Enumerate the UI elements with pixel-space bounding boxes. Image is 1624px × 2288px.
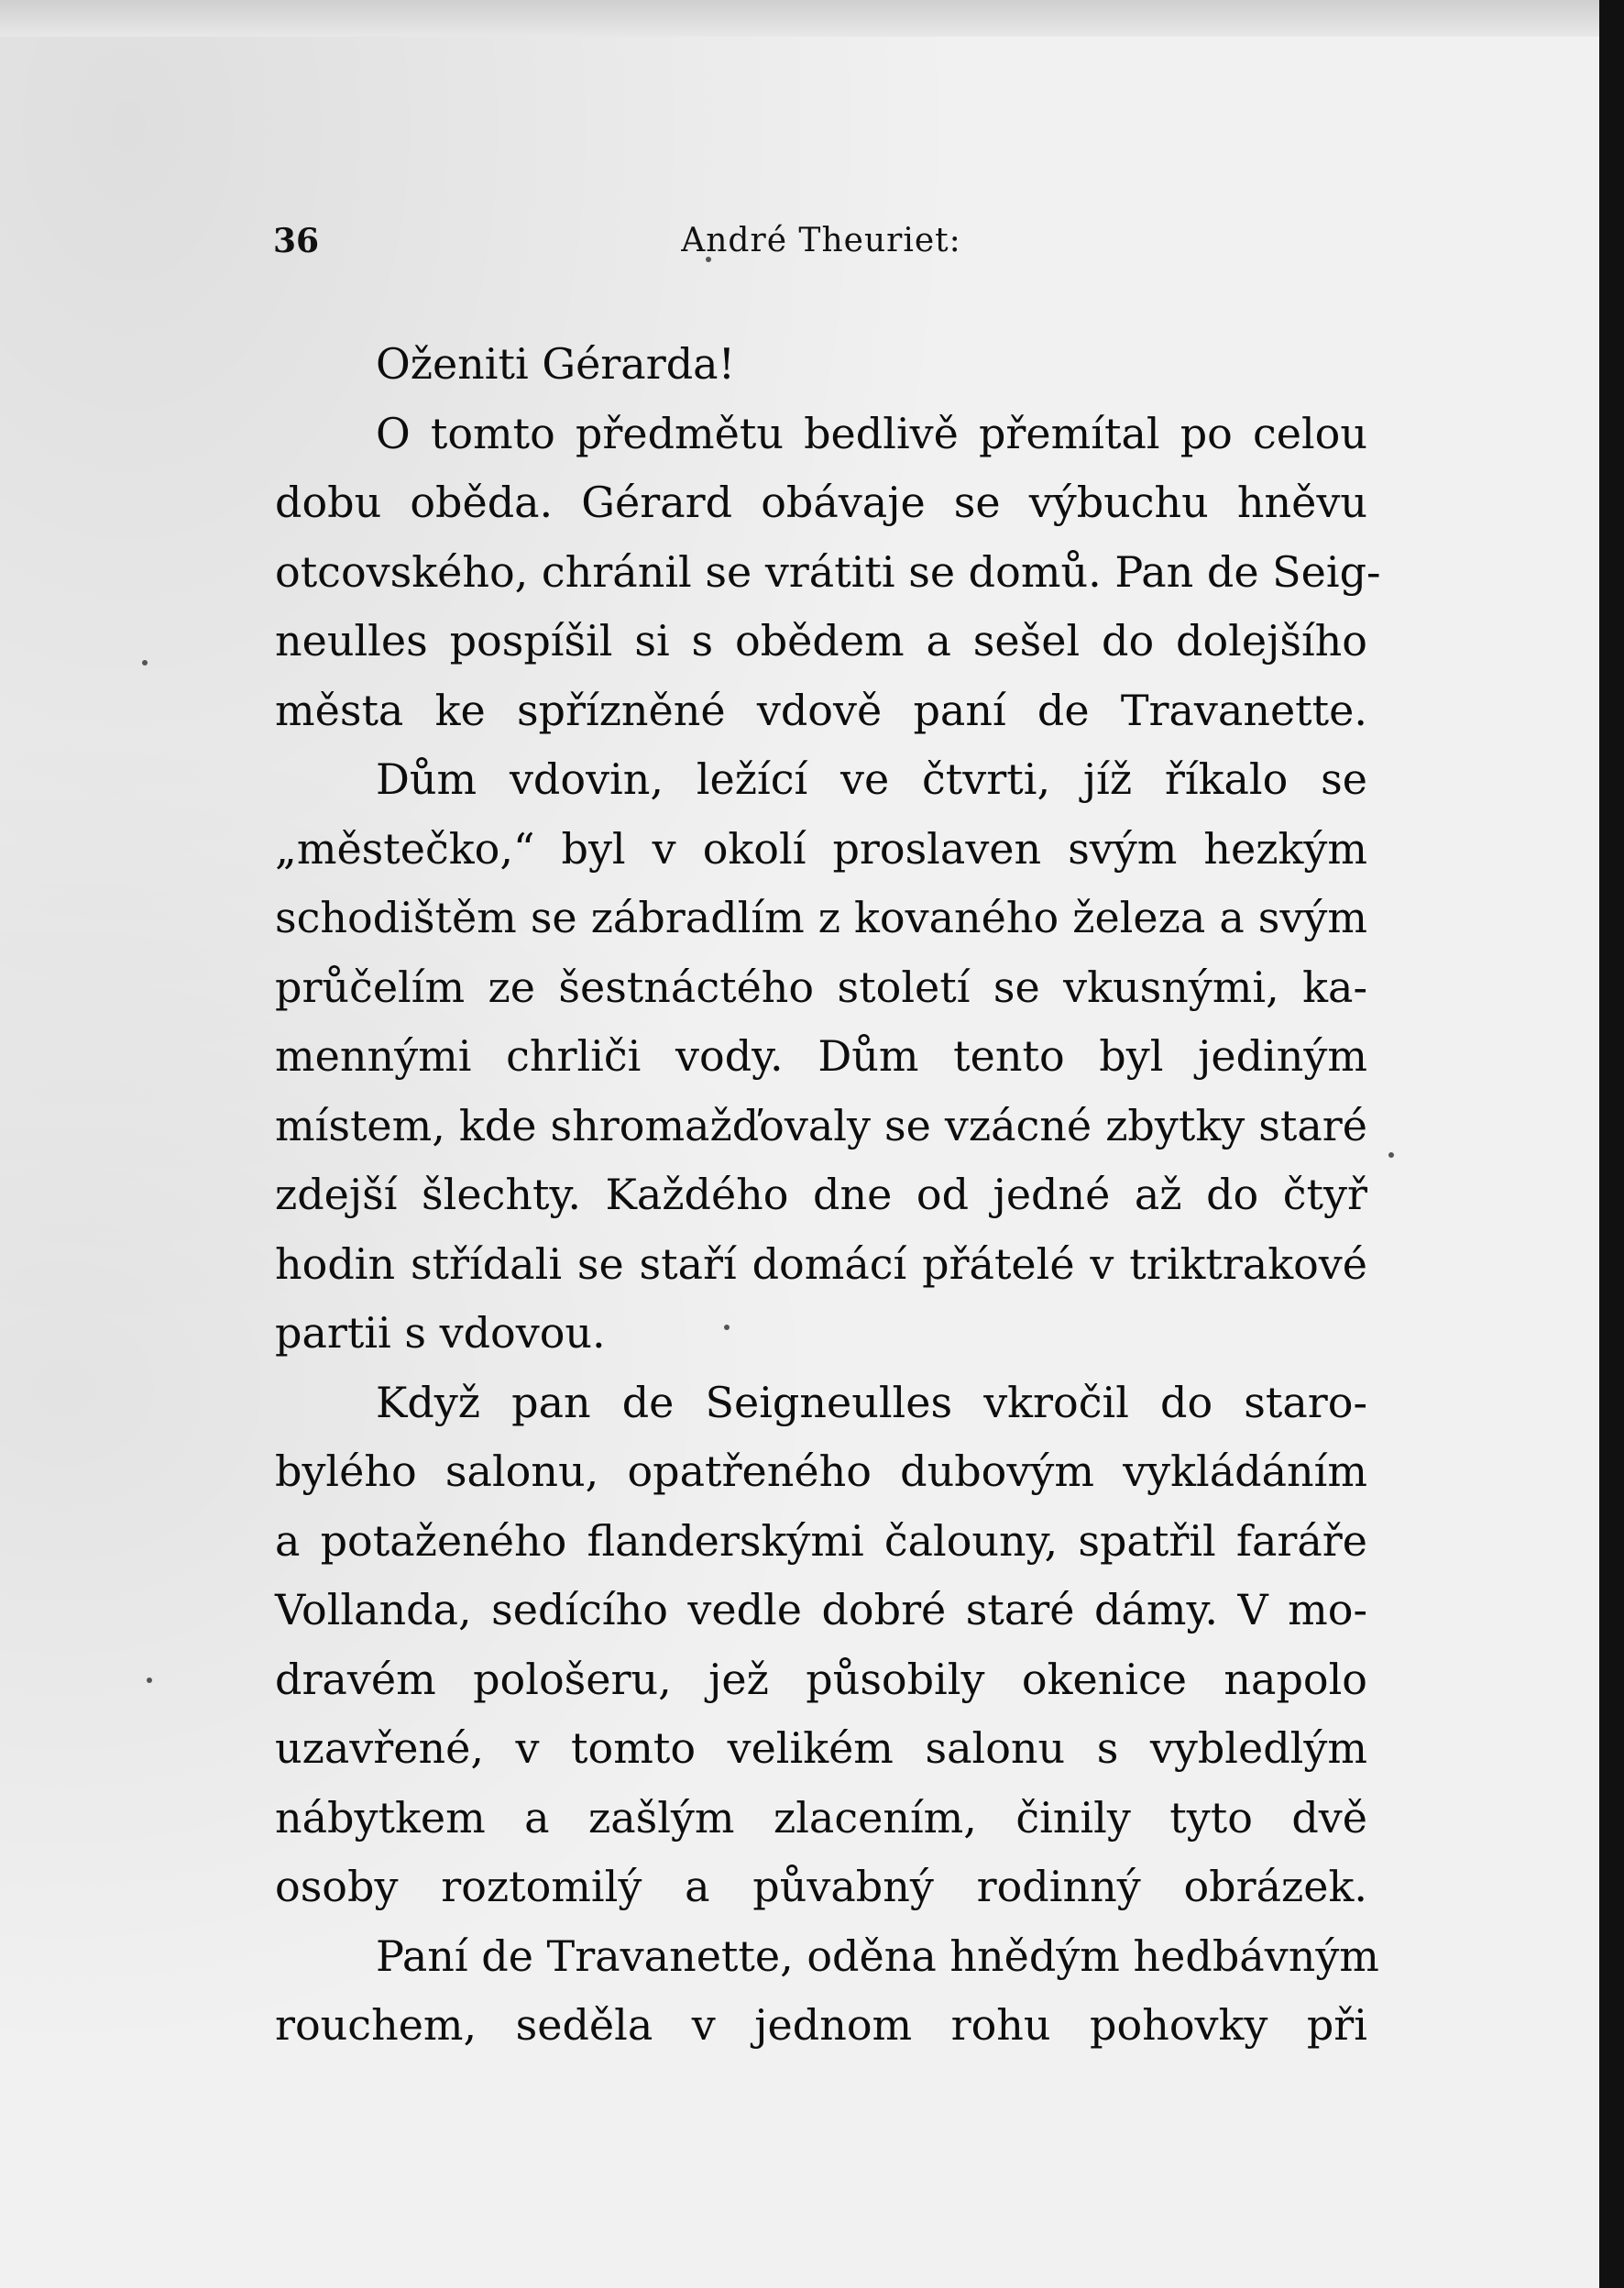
text-line: mennými chrliči vody. Dům tento byl jediným xyxy=(275,1031,1367,1081)
text-line: Když pan de Seigneulles vkročil do staro- xyxy=(376,1377,1367,1427)
scan-right-edge xyxy=(1599,0,1624,2288)
text-line: schodištěm se zábradlím z kovaného železa a svým xyxy=(275,893,1367,942)
body-text xyxy=(275,330,1381,2061)
text-line: partii s vdovou. xyxy=(275,1308,606,1358)
text-line: „městečko,“ byl v okolí proslaven svým hezkým xyxy=(275,823,1367,874)
text-line: průčelím ze šestnáctého století se vkusnými, ka- xyxy=(275,962,1367,1012)
text-line: nábytkem a zašlým zlacením, činily tyto dvě xyxy=(275,1792,1367,1842)
text-line: bylého salonu, opatřeného dubovým vykládáním xyxy=(275,1446,1367,1496)
text-line: uzavřené, v tomto velikém salonu s vybledlým xyxy=(275,1723,1367,1773)
text-line: otcovského, chránil se vrátiti se domů. Pan de Seig- xyxy=(275,546,1381,597)
text-line: O tomto předmětu bedlivě přemítal po celou xyxy=(376,408,1367,458)
text-line: Dům vdovin, ležící ve čtvrti, jíž říkalo se xyxy=(376,754,1367,804)
text-line: zdejší šlechty. Každého dne od jedné až do čtyř xyxy=(275,1170,1367,1219)
text-line: Vollanda, sedícího vedle dobré staré dámy. V mo- xyxy=(275,1585,1367,1634)
text-line: dravém pološeru, jež působily okenice napolo xyxy=(275,1654,1367,1704)
text-line: Paní de Travanette, oděna hnědým hedbávným xyxy=(376,1930,1379,1981)
page-number: 36 xyxy=(273,222,320,260)
paper-speck xyxy=(1388,1152,1394,1158)
running-head xyxy=(273,222,1369,266)
text-line: Oženiti Gérarda! xyxy=(376,339,736,389)
text-line: hodin střídali se staří domácí přátelé v triktrakové xyxy=(275,1238,1367,1289)
text-line: dobu oběda. Gérard obávaje se výbuchu hněvu xyxy=(275,478,1367,527)
running-title: André Theuriet: xyxy=(681,222,961,259)
text-line: města ke spřízněné vdově paní de Travanette. xyxy=(275,685,1367,735)
text-line: neulles pospíšil si s obědem a sešel do dolejšího xyxy=(275,616,1367,666)
text-line: a potaženého flanderskými čalouny, spatřil faráře xyxy=(275,1515,1367,1566)
text-line: místem, kde shromažďovaly se vzácné zbytky staré xyxy=(275,1100,1367,1150)
text-line: osoby roztomilý a půvabný rodinný obrázek. xyxy=(275,1862,1367,1911)
paper-speck xyxy=(147,1678,152,1683)
scan-top-edge xyxy=(0,0,1624,37)
paper-speck xyxy=(142,660,148,666)
text-line: rouchem, seděla v jednom rohu pohovky při xyxy=(275,2000,1367,2050)
